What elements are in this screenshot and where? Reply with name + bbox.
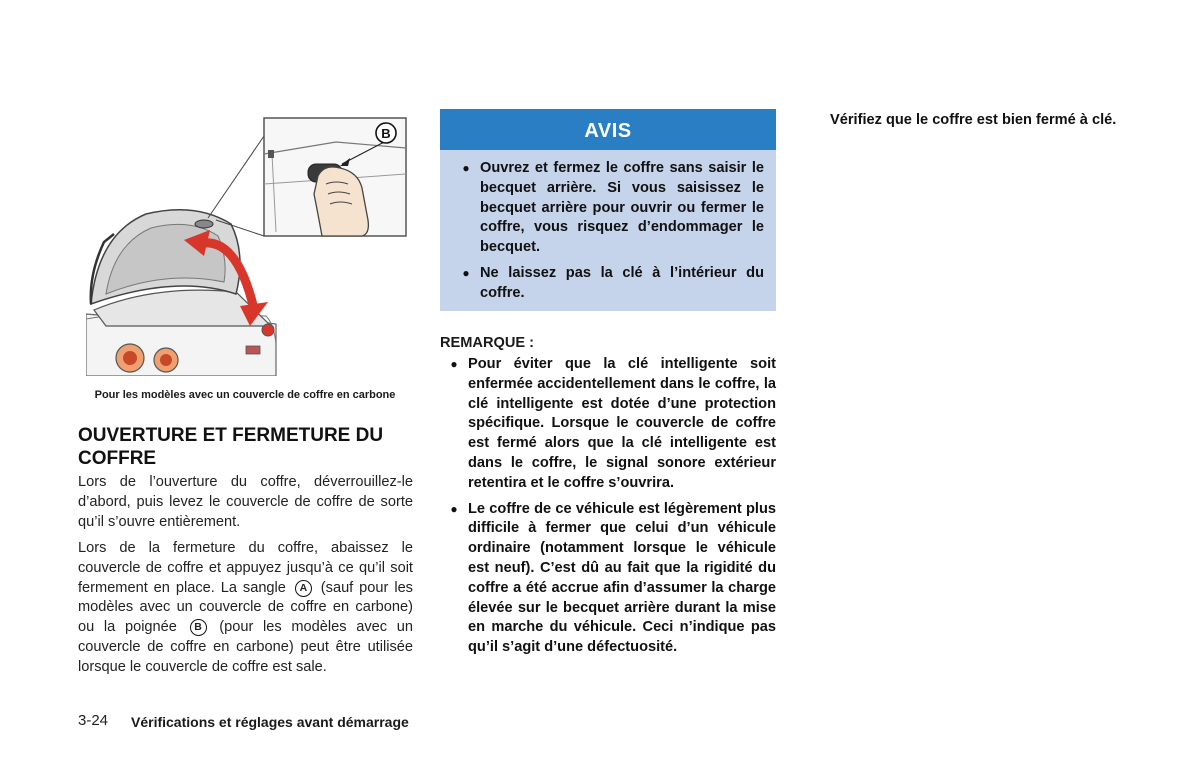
bullet-icon: ● <box>450 501 458 516</box>
callout-a-marker: A <box>295 580 312 597</box>
notice-list <box>452 159 764 304</box>
remark-item-text: Pour éviter que la clé intelligente soit enfermée accidentellement dans le coffre, la clé intelligente est dotée d’une protection spécifique. Lorsque le couvercle de coffre est fermé alors que la clé intelligente est dans le coffre, le signal sonore extérieur retentira et le coffre s’ouvrira. <box>468 356 776 491</box>
page-number: 3-24 <box>78 712 109 729</box>
notice-item <box>452 159 764 258</box>
notice-item <box>452 264 764 304</box>
notice-title: AVIS <box>440 109 776 150</box>
bullet-icon: ● <box>450 357 458 371</box>
notice-item-text: Ouvrez et fermez le coffre sans saisir le becquet arrière. Si vous saisissez le becquet arrière pour ouvrir ou fermer le coffre, vous risquez d’endommager le becquet. <box>480 160 764 256</box>
paragraph-closing-part1: Lors de la fermeture du coffre, abaissez le couvercle de coffre et appuyez jusqu’à ce qu’il soit fermement en place. La sangle <box>78 540 413 596</box>
trunk-illustration <box>86 114 408 376</box>
figure-caption: Pour les modèles avec un couvercle de coffre en carbone <box>94 389 396 401</box>
verify-note: Vérifiez que le coffre est bien fermé à clé. <box>830 112 1117 128</box>
bullet-icon: ● <box>462 265 470 280</box>
remark-item <box>440 355 776 494</box>
notice-item-text: Ne laissez pas la clé à l’intérieur du coffre. <box>480 264 764 301</box>
paragraph-closing <box>78 539 413 678</box>
bullet-icon: ● <box>462 161 470 175</box>
remark-item <box>440 500 776 658</box>
paragraph-closing-part3: (pour les modèles avec un couvercle de coffre en carbone) peut être utilisée lorsque le couvercle de coffre est sale. <box>78 619 413 675</box>
remark-title: REMARQUE : <box>440 335 535 351</box>
paragraph-closing-part2: (sauf pour les modèles avec un couvercle de coffre en carbone) ou la poignée <box>78 579 413 636</box>
callout-b-label: B <box>381 126 391 141</box>
section-title: OUVERTURE ET FERMETURE DU COFFRE <box>78 425 384 469</box>
callout-b-marker: B <box>190 619 207 636</box>
remark-list <box>440 355 776 658</box>
remark-item-text: Le coffre de ce véhicule est légèrement plus difficile à fermer que celui d’un véhicule ordinaire (notamment lorsque le véhicule est neuf). C’est dû au fait que la rigidité du coffre a été accrue afin d’assumer la charge élevée sur le becquet arrière durant la mise en marche du véhicule. Ceci n’indique pas qu’il s’agit d’une défectuosité. <box>468 500 776 656</box>
paragraph-opening: Lors de l’ouverture du coffre, déverrouillez-le d’abord, puis levez le couvercle de coffre de sorte qu’il s’ouvre entièrement. <box>78 474 413 530</box>
chapter-title: Vérifications et réglages avant démarrage <box>131 714 409 730</box>
